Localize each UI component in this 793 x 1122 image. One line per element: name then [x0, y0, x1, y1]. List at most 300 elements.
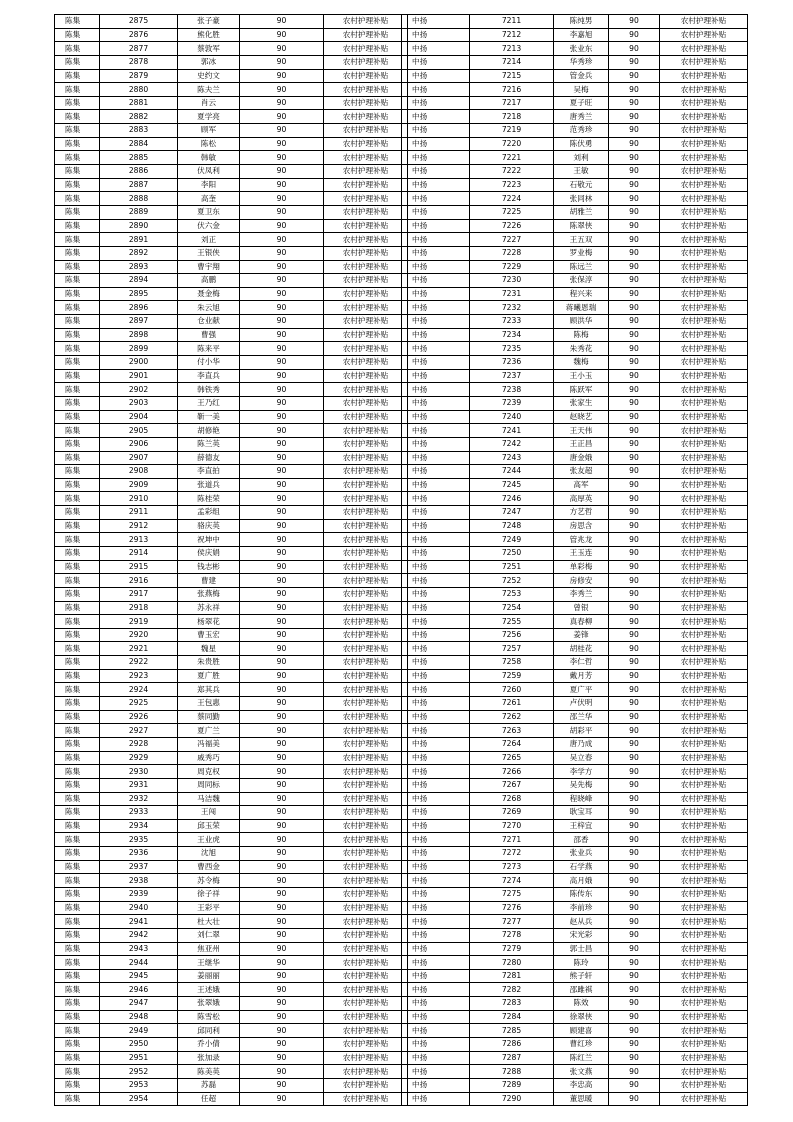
name-cell: 王敏 [554, 165, 609, 179]
name-cell: 张家生 [554, 396, 609, 410]
table-row [402, 969, 748, 983]
subsidy-type-cell: 农村护理补贴 [660, 178, 748, 192]
name-cell: 靳一美 [178, 410, 240, 424]
subsidy-type-cell: 农村护理补贴 [660, 765, 748, 779]
subsidy-type-cell: 农村护理补贴 [324, 110, 408, 124]
town-cell: 陈集 [55, 315, 100, 329]
number-cell: 2901 [100, 369, 178, 383]
town-cell: 陈集 [55, 287, 100, 301]
number-cell: 2953 [100, 1078, 178, 1092]
name-cell: 张翠娥 [178, 997, 240, 1011]
subsidy-type-cell: 农村护理补贴 [324, 765, 408, 779]
town-cell: 陈集 [55, 28, 100, 42]
number-cell: 7227 [470, 233, 554, 247]
amount-cell: 90 [240, 478, 324, 492]
table-row [402, 710, 748, 724]
subsidy-type-cell: 农村护理补贴 [660, 860, 748, 874]
name-cell: 张友超 [554, 465, 609, 479]
number-cell: 2932 [100, 792, 178, 806]
town-cell: 中扬 [402, 656, 470, 670]
table-row [55, 151, 408, 165]
table-row [402, 315, 748, 329]
town-cell: 陈集 [55, 942, 100, 956]
amount-cell: 90 [240, 601, 324, 615]
subsidy-type-cell: 农村护理补贴 [324, 465, 408, 479]
number-cell: 7284 [470, 1010, 554, 1024]
amount-cell: 90 [240, 69, 324, 83]
table-row [55, 574, 408, 588]
amount-cell: 90 [240, 205, 324, 219]
town-cell: 中扬 [402, 983, 470, 997]
number-cell: 7281 [470, 969, 554, 983]
town-cell: 陈集 [55, 956, 100, 970]
amount-cell: 90 [609, 983, 660, 997]
table-row [402, 83, 748, 97]
subsidy-type-cell: 农村护理补贴 [660, 424, 748, 438]
number-cell: 2902 [100, 383, 178, 397]
subsidy-type-cell: 农村护理补贴 [324, 137, 408, 151]
table-row [55, 847, 408, 861]
name-cell: 蔡敦军 [178, 42, 240, 56]
subsidy-type-cell: 农村护理补贴 [660, 615, 748, 629]
subsidy-type-cell: 农村护理补贴 [660, 669, 748, 683]
name-cell: 真春柳 [554, 615, 609, 629]
amount-cell: 90 [609, 546, 660, 560]
name-cell: 薛德友 [178, 451, 240, 465]
table-row [55, 274, 408, 288]
name-cell: 徐翠侠 [554, 1010, 609, 1024]
number-cell: 2897 [100, 315, 178, 329]
subsidy-type-cell: 农村护理补贴 [660, 451, 748, 465]
town-cell: 陈集 [55, 192, 100, 206]
subsidy-type-cell: 农村护理补贴 [324, 874, 408, 888]
town-cell: 中扬 [402, 519, 470, 533]
table-row [55, 342, 408, 356]
town-cell: 陈集 [55, 601, 100, 615]
subsidy-type-cell: 农村护理补贴 [660, 737, 748, 751]
number-cell: 7248 [470, 519, 554, 533]
town-cell: 中扬 [402, 615, 470, 629]
table-row [402, 628, 748, 642]
amount-cell: 90 [240, 915, 324, 929]
number-cell: 7282 [470, 983, 554, 997]
amount-cell: 90 [240, 83, 324, 97]
name-cell: 刘利 [554, 151, 609, 165]
subsidy-type-cell: 农村护理补贴 [660, 315, 748, 329]
town-cell: 陈集 [55, 901, 100, 915]
name-cell: 夏卫东 [178, 205, 240, 219]
number-cell: 7233 [470, 315, 554, 329]
name-cell: 李忠高 [554, 1078, 609, 1092]
town-cell: 陈集 [55, 110, 100, 124]
amount-cell: 90 [240, 819, 324, 833]
name-cell: 王闯 [178, 806, 240, 820]
table-row [402, 765, 748, 779]
number-cell: 7269 [470, 806, 554, 820]
table-row [55, 1010, 408, 1024]
name-cell: 邱同利 [178, 1024, 240, 1038]
name-cell: 高厚英 [554, 492, 609, 506]
name-cell: 夏广胜 [178, 669, 240, 683]
subsidy-type-cell: 农村护理补贴 [324, 615, 408, 629]
table-row [402, 287, 748, 301]
town-cell: 陈集 [55, 656, 100, 670]
subsidy-type-cell: 农村护理补贴 [660, 301, 748, 315]
number-cell: 2925 [100, 697, 178, 711]
name-cell: 房思含 [554, 519, 609, 533]
number-cell: 2938 [100, 874, 178, 888]
town-cell: 中扬 [402, 683, 470, 697]
table-row [402, 615, 748, 629]
town-cell: 中扬 [402, 410, 470, 424]
town-cell: 陈集 [55, 356, 100, 370]
number-cell: 2907 [100, 451, 178, 465]
amount-cell: 90 [609, 15, 660, 29]
table-row [55, 424, 408, 438]
amount-cell: 90 [609, 792, 660, 806]
amount-cell: 90 [609, 356, 660, 370]
subsidy-type-cell: 农村护理补贴 [324, 1051, 408, 1065]
subsidy-type-cell: 农村护理补贴 [324, 901, 408, 915]
amount-cell: 90 [609, 601, 660, 615]
town-cell: 中扬 [402, 1024, 470, 1038]
table-row [55, 792, 408, 806]
number-cell: 2941 [100, 915, 178, 929]
amount-cell: 90 [240, 492, 324, 506]
number-cell: 7266 [470, 765, 554, 779]
subsidy-type-cell: 农村护理补贴 [660, 1078, 748, 1092]
amount-cell: 90 [240, 546, 324, 560]
town-cell: 中扬 [402, 601, 470, 615]
town-cell: 陈集 [55, 178, 100, 192]
name-cell: 耿宝耳 [554, 806, 609, 820]
town-cell: 陈集 [55, 983, 100, 997]
number-cell: 2930 [100, 765, 178, 779]
town-cell: 中扬 [402, 628, 470, 642]
table-row [402, 301, 748, 315]
table-row [55, 137, 408, 151]
number-cell: 7226 [470, 219, 554, 233]
number-cell: 7285 [470, 1024, 554, 1038]
table-row [402, 519, 748, 533]
amount-cell: 90 [609, 246, 660, 260]
number-cell: 2889 [100, 205, 178, 219]
amount-cell: 90 [240, 410, 324, 424]
number-cell: 7213 [470, 42, 554, 56]
subsidy-type-cell: 农村护理补贴 [660, 274, 748, 288]
table-row [55, 124, 408, 138]
subsidy-type-cell: 农村护理补贴 [324, 328, 408, 342]
amount-cell: 90 [609, 478, 660, 492]
number-cell: 7280 [470, 956, 554, 970]
table-row [402, 1065, 748, 1079]
table-row [55, 287, 408, 301]
name-cell: 王银侠 [178, 246, 240, 260]
number-cell: 2922 [100, 656, 178, 670]
table-row [55, 587, 408, 601]
amount-cell: 90 [240, 806, 324, 820]
table-row [55, 178, 408, 192]
amount-cell: 90 [609, 928, 660, 942]
name-cell: 夏广平 [554, 683, 609, 697]
town-cell: 陈集 [55, 560, 100, 574]
town-cell: 中扬 [402, 315, 470, 329]
subsidy-type-cell: 农村护理补贴 [660, 928, 748, 942]
number-cell: 7211 [470, 15, 554, 29]
table-row [55, 1078, 408, 1092]
subsidy-type-cell: 农村护理补贴 [324, 519, 408, 533]
town-cell: 陈集 [55, 506, 100, 520]
amount-cell: 90 [609, 383, 660, 397]
town-cell: 中扬 [402, 83, 470, 97]
number-cell: 2904 [100, 410, 178, 424]
number-cell: 2900 [100, 356, 178, 370]
town-cell: 中扬 [402, 669, 470, 683]
amount-cell: 90 [609, 860, 660, 874]
table-row [402, 342, 748, 356]
amount-cell: 90 [240, 424, 324, 438]
amount-cell: 90 [609, 560, 660, 574]
name-cell: 邵雎祺 [554, 983, 609, 997]
town-cell: 中扬 [402, 69, 470, 83]
table-row [402, 888, 748, 902]
town-cell: 陈集 [55, 369, 100, 383]
town-cell: 陈集 [55, 492, 100, 506]
amount-cell: 90 [240, 465, 324, 479]
amount-cell: 90 [609, 178, 660, 192]
table-row [402, 151, 748, 165]
name-cell: 李前珍 [554, 901, 609, 915]
subsidy-type-cell: 农村护理补贴 [660, 410, 748, 424]
number-cell: 2911 [100, 506, 178, 520]
name-cell: 陈远兰 [554, 260, 609, 274]
table-row [402, 28, 748, 42]
town-cell: 陈集 [55, 669, 100, 683]
name-cell: 王乃红 [178, 396, 240, 410]
subsidy-type-cell: 农村护理补贴 [660, 983, 748, 997]
table-row [55, 983, 408, 997]
subsidy-type-cell: 农村护理补贴 [660, 506, 748, 520]
table-row [402, 205, 748, 219]
amount-cell: 90 [609, 55, 660, 69]
amount-cell: 90 [609, 819, 660, 833]
amount-cell: 90 [609, 437, 660, 451]
amount-cell: 90 [609, 465, 660, 479]
number-cell: 7243 [470, 451, 554, 465]
name-cell: 张加录 [178, 1051, 240, 1065]
amount-cell: 90 [609, 165, 660, 179]
town-cell: 陈集 [55, 1051, 100, 1065]
table-row [55, 506, 408, 520]
amount-cell: 90 [609, 710, 660, 724]
number-cell: 2945 [100, 969, 178, 983]
table-row [402, 478, 748, 492]
town-cell: 中扬 [402, 233, 470, 247]
subsidy-type-cell: 农村护理补贴 [660, 874, 748, 888]
subsidy-type-cell: 农村护理补贴 [324, 315, 408, 329]
amount-cell: 90 [609, 274, 660, 288]
town-cell: 中扬 [402, 437, 470, 451]
table-row [402, 492, 748, 506]
subsidy-type-cell: 农村护理补贴 [324, 219, 408, 233]
number-cell: 7234 [470, 328, 554, 342]
subsidy-type-cell: 农村护理补贴 [324, 342, 408, 356]
name-cell: 曹强 [178, 328, 240, 342]
name-cell: 杨翠花 [178, 615, 240, 629]
number-cell: 7223 [470, 178, 554, 192]
subsidy-type-cell: 农村护理补贴 [660, 656, 748, 670]
town-cell: 中扬 [402, 778, 470, 792]
subsidy-type-cell: 农村护理补贴 [324, 969, 408, 983]
amount-cell: 90 [609, 669, 660, 683]
subsidy-type-cell: 农村护理补贴 [660, 847, 748, 861]
name-cell: 陈兰英 [178, 437, 240, 451]
table-row [55, 301, 408, 315]
subsidy-type-cell: 农村护理补贴 [660, 956, 748, 970]
amount-cell: 90 [609, 410, 660, 424]
name-cell: 方艺哲 [554, 506, 609, 520]
table-row [55, 888, 408, 902]
table-row [55, 492, 408, 506]
number-cell: 7235 [470, 342, 554, 356]
table-row [402, 860, 748, 874]
name-cell: 史约文 [178, 69, 240, 83]
table-row [55, 1051, 408, 1065]
number-cell: 7212 [470, 28, 554, 42]
name-cell: 侯庆娟 [178, 546, 240, 560]
subsidy-type-cell: 农村护理补贴 [324, 15, 408, 29]
name-cell: 王彩平 [178, 901, 240, 915]
number-cell: 7250 [470, 546, 554, 560]
subsidy-type-cell: 农村护理补贴 [660, 233, 748, 247]
number-cell: 7278 [470, 928, 554, 942]
amount-cell: 90 [240, 396, 324, 410]
table-row [55, 42, 408, 56]
number-cell: 7257 [470, 642, 554, 656]
table-row [55, 778, 408, 792]
table-row [402, 751, 748, 765]
name-cell: 姜丽丽 [178, 969, 240, 983]
amount-cell: 90 [609, 533, 660, 547]
number-cell: 2916 [100, 574, 178, 588]
amount-cell: 90 [240, 792, 324, 806]
subsidy-type-cell: 农村护理补贴 [324, 942, 408, 956]
number-cell: 2898 [100, 328, 178, 342]
table-row [55, 765, 408, 779]
table-row [402, 328, 748, 342]
subsidy-type-cell: 农村护理补贴 [660, 683, 748, 697]
subsidy-type-cell: 农村护理补贴 [660, 778, 748, 792]
name-cell: 王述娥 [178, 983, 240, 997]
name-cell: 张保淳 [554, 274, 609, 288]
name-cell: 刘仁翠 [178, 928, 240, 942]
name-cell: 骆庆英 [178, 519, 240, 533]
number-cell: 2923 [100, 669, 178, 683]
amount-cell: 90 [609, 151, 660, 165]
amount-cell: 90 [609, 1024, 660, 1038]
amount-cell: 90 [609, 219, 660, 233]
subsidy-type-cell: 农村护理补贴 [324, 819, 408, 833]
table-row [55, 533, 408, 547]
number-cell: 2954 [100, 1092, 178, 1106]
town-cell: 中扬 [402, 287, 470, 301]
name-cell: 韩铁秀 [178, 383, 240, 397]
number-cell: 2924 [100, 683, 178, 697]
subsidy-type-cell: 农村护理补贴 [660, 560, 748, 574]
name-cell: 胡彩平 [554, 724, 609, 738]
town-cell: 陈集 [55, 205, 100, 219]
town-cell: 中扬 [402, 465, 470, 479]
table-row [55, 819, 408, 833]
town-cell: 陈集 [55, 1065, 100, 1079]
town-cell: 陈集 [55, 587, 100, 601]
amount-cell: 90 [609, 751, 660, 765]
name-cell: 陈夫兰 [178, 83, 240, 97]
town-cell: 陈集 [55, 396, 100, 410]
town-cell: 中扬 [402, 724, 470, 738]
table-row [55, 628, 408, 642]
name-cell: 付小华 [178, 356, 240, 370]
name-cell: 刘正 [178, 233, 240, 247]
number-cell: 2876 [100, 28, 178, 42]
table-row [55, 383, 408, 397]
subsidy-type-cell: 农村护理补贴 [660, 137, 748, 151]
name-cell: 石学燕 [554, 860, 609, 874]
town-cell: 陈集 [55, 342, 100, 356]
table-row [402, 96, 748, 110]
number-cell: 2894 [100, 274, 178, 288]
table-row [402, 424, 748, 438]
amount-cell: 90 [240, 533, 324, 547]
amount-cell: 90 [609, 997, 660, 1011]
subsidy-type-cell: 农村护理补贴 [324, 656, 408, 670]
name-cell: 卢伏明 [554, 697, 609, 711]
subsidy-type-cell: 农村护理补贴 [324, 601, 408, 615]
amount-cell: 90 [609, 587, 660, 601]
table-row [55, 205, 408, 219]
table-row [402, 383, 748, 397]
subsidy-type-cell: 农村护理补贴 [660, 478, 748, 492]
town-cell: 陈集 [55, 642, 100, 656]
table-row [55, 410, 408, 424]
amount-cell: 90 [609, 683, 660, 697]
town-cell: 中扬 [402, 792, 470, 806]
number-cell: 7237 [470, 369, 554, 383]
amount-cell: 90 [609, 901, 660, 915]
subsidy-type-cell: 农村护理补贴 [324, 287, 408, 301]
table-row [55, 751, 408, 765]
amount-cell: 90 [609, 342, 660, 356]
amount-cell: 90 [240, 356, 324, 370]
subsidy-type-cell: 农村护理补贴 [660, 751, 748, 765]
table-row [55, 601, 408, 615]
town-cell: 中扬 [402, 301, 470, 315]
right-table [401, 14, 748, 1106]
subsidy-type-cell: 农村护理补贴 [324, 888, 408, 902]
table-row [55, 192, 408, 206]
table-row [402, 792, 748, 806]
subsidy-type-cell: 农村护理补贴 [324, 274, 408, 288]
amount-cell: 90 [240, 956, 324, 970]
number-cell: 7231 [470, 287, 554, 301]
number-cell: 2928 [100, 737, 178, 751]
name-cell: 陈桂荣 [178, 492, 240, 506]
name-cell: 李直兵 [178, 369, 240, 383]
number-cell: 2881 [100, 96, 178, 110]
town-cell: 中扬 [402, 546, 470, 560]
town-cell: 陈集 [55, 165, 100, 179]
town-cell: 中扬 [402, 246, 470, 260]
